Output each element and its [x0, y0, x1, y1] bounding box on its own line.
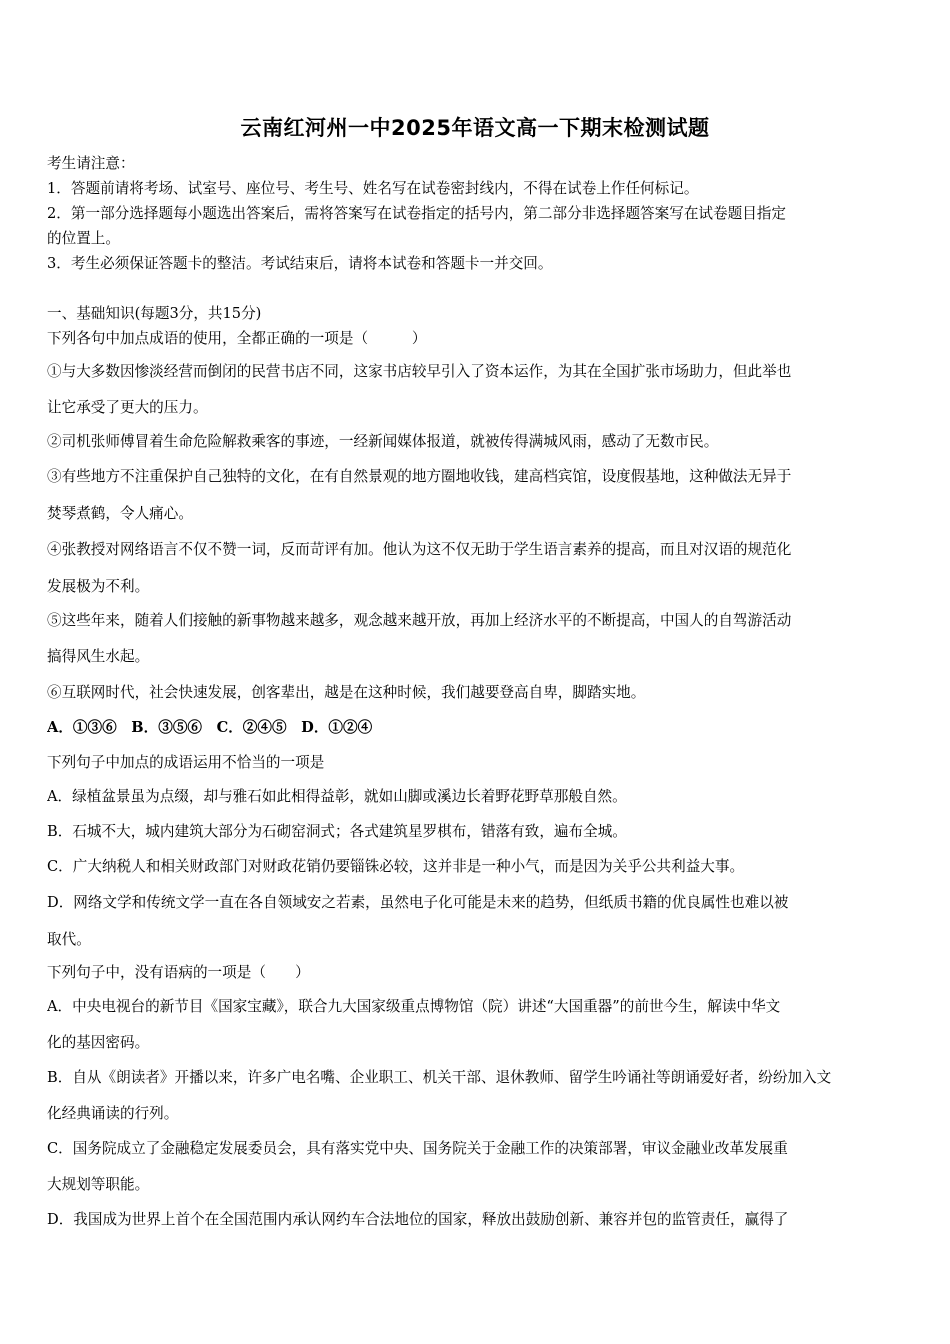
sentence-line: 搞得风生水起。	[47, 648, 150, 665]
option-line: A．绿植盆景虽为点缀，却与雅石如此相得益彰，就如山脚或溪边长着野花野草那般自然。	[47, 788, 627, 805]
answer-options: A．①③⑥ B．③⑤⑥ C．②④⑤ D．①②④	[47, 719, 373, 736]
sentence-line: ①与大多数因惨淡经营而倒闭的民营书店不同，这家书店较早引入了资本运作，为其在全国扩张市场助力，但此举也	[47, 363, 792, 380]
sentence-line: ③有些地方不注重保护自己独特的文化，在有自然景观的地方圈地收钱，建高档宾馆，设度假基地，这种做法无异于	[47, 468, 792, 485]
notice-item: 1．答题前请将考场、试室号、座位号、考生号、姓名写在试卷密封线内，不得在试卷上作任何标记。	[47, 180, 699, 197]
sentence-line: ⑤这些年来，随着人们接触的新事物越来越多，观念越来越开放，再加上经济水平的不断提高，中国人的自驾游活动	[47, 612, 792, 629]
question-stem: 下列句子中加点的成语运用不恰当的一项是	[47, 754, 325, 771]
option-line: 化的基因密码。	[47, 1034, 150, 1051]
option-line: B．石城不大，城内建筑大部分为石砌窑洞式；各式建筑星罗棋布，错落有致，遍布全城。	[47, 823, 627, 840]
sentence-line: 焚琴煮鹤，令人痛心。	[47, 505, 193, 522]
question-stem: 下列各句中加点成语的使用，全都正确的一项是（ ）	[47, 330, 427, 347]
notice-item: 2．第一部分选择题每小题选出答案后，需将答案写在试卷指定的括号内，第二部分非选择题答案写在试卷题目指定	[47, 205, 786, 222]
sentence-line: ②司机张师傅冒着生命危险解救乘客的事迹，一经新闻媒体报道，就被传得满城风雨，感动了无数市民。	[47, 433, 719, 450]
option-line: D．网络文学和传统文学一直在各自领域安之若素，虽然电子化可能是未来的趋势，但纸质书籍的优良属性也难以被	[47, 894, 789, 911]
option-line: C．国务院成立了金融稳定发展委员会，具有落实党中央、国务院关于金融工作的决策部署，审议金融业改革发展重	[47, 1140, 788, 1157]
option-line: 取代。	[47, 931, 91, 948]
sentence-line: 发展极为不利。	[47, 578, 150, 595]
page-title: 云南红河州一中2025年语文高一下期末检测试题	[240, 116, 710, 140]
notice-item: 3．考生必须保证答题卡的整洁。考试结束后，请将本试卷和答题卡一并交回。	[47, 255, 553, 272]
section-heading: 一、基础知识(每题3分，共15分)	[47, 305, 262, 322]
option-line: B．自从《朗读者》开播以来，许多广电名嘴、企业职工、机关干部、退休教师、留学生吟诵社等朗诵爱好者，纷纷加入文	[47, 1069, 832, 1086]
option-line: D．我国成为世界上首个在全国范围内承认网约车合法地位的国家，释放出鼓励创新、兼容并包的监管责任，赢得了	[47, 1211, 789, 1228]
notice-item-continued: 的位置上。	[47, 230, 120, 247]
option-line: A．中央电视台的新节目《国家宝藏》，联合九大国家级重点博物馆（院）讲述“大国重器”的前世今生，解读中华文	[47, 998, 781, 1015]
sentence-line: ⑥互联网时代，社会快速发展，创客辈出，越是在这种时候，我们越要登高自卑，脚踏实地。	[47, 684, 646, 701]
option-line: 大规划等职能。	[47, 1176, 150, 1193]
sentence-line: 让它承受了更大的压力。	[47, 399, 208, 416]
option-line: C．广大纳税人和相关财政部门对财政花销仍要锱铢必较，这并非是一种小气，而是因为关乎公共利益大事。	[47, 858, 745, 875]
notice-heading: 考生请注意：	[47, 155, 135, 172]
question-stem: 下列句子中，没有语病的一项是（ ）	[47, 964, 310, 981]
sentence-line: ④张教授对网络语言不仅不赞一词，反而苛评有加。他认为这不仅无助于学生语言素养的提高，而且对汉语的规范化	[47, 541, 792, 558]
option-line: 化经典诵读的行列。	[47, 1105, 179, 1122]
